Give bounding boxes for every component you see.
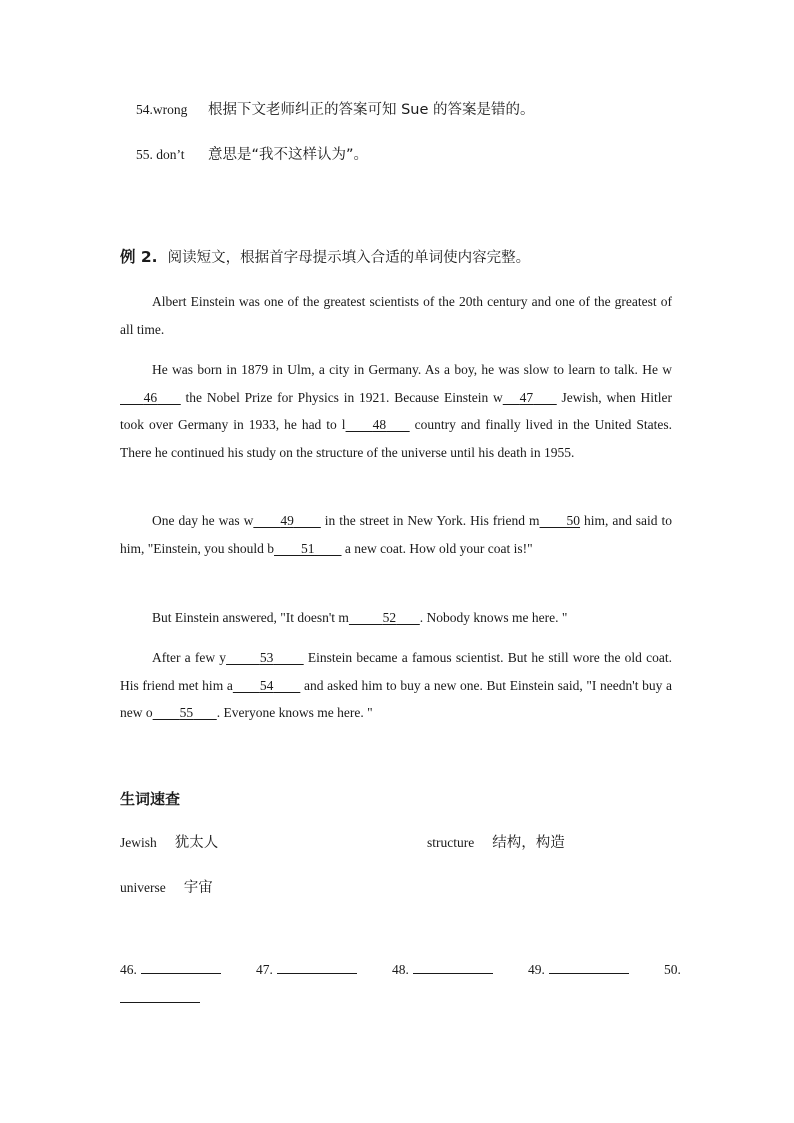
passage-text: in the street in New York. His friend m [320, 513, 540, 528]
answer-slot-46[interactable]: 46. [120, 961, 256, 978]
vocab-row-2 [427, 831, 667, 852]
passage-text: . Nobody knows me here. " [419, 610, 568, 625]
blank-50[interactable]: 50 [566, 513, 581, 528]
passage-text: One day he was w [152, 513, 254, 528]
passage-paragraph-4 [120, 604, 672, 632]
passage-text: a new coat. How old your coat is!" [341, 540, 533, 556]
blank-53[interactable]: 53 [259, 650, 274, 665]
passage-paragraph-3 [120, 507, 672, 562]
blank-47[interactable]: 47 [519, 389, 534, 405]
answer-54 [136, 98, 696, 119]
vocab-title: 生词速查 [120, 790, 181, 808]
passage-paragraph-2 [120, 356, 672, 467]
example-instruction: 阅读短文，根据首字母提示填入合适的单词使内容完整。 [167, 250, 531, 266]
answer-slots [120, 961, 680, 978]
vocab-meaning: 宇宙 [183, 880, 213, 896]
vocab-meaning: 犹太人 [174, 835, 219, 851]
blank-55[interactable]: 55 [179, 705, 194, 721]
passage-text: He was born in 1879 in Ulm, a city in Germany. As a boy, he was slow to learn to talk. He w [152, 362, 672, 377]
blank-54[interactable]: 54 [259, 677, 274, 693]
example-label: 例 2. [120, 248, 158, 266]
vocab-term: universe [120, 880, 166, 895]
passage-text: country and finally lived in the United States. There he continued his study on the structure of the universe until his death in 1955. [120, 417, 672, 461]
answer-slot-47[interactable]: 47. [256, 961, 392, 978]
blank-52[interactable]: 52 [382, 610, 397, 625]
example-heading [120, 245, 680, 267]
answer-slot-50[interactable] [120, 990, 680, 1007]
vocab-meaning: 结构，构造 [492, 835, 565, 851]
passage-text: After a few y [152, 650, 227, 665]
passage-text: him, and said to him, "Einstein, you should b [120, 513, 672, 556]
blank-48[interactable]: 48 [372, 417, 387, 433]
passage-text: Einstein became a famous scientist. But he still wore the old coat. His friend met him a [120, 650, 672, 693]
vocab-row-3 [120, 876, 680, 897]
passage-text: the Nobel Prize for Physics in 1921. Because Einstein w [180, 389, 503, 405]
passage-paragraph-5 [120, 644, 672, 727]
vocab-term: structure [427, 835, 475, 850]
passage-text: and asked him to buy a new one. But Einstein said, "I needn't buy a new o [120, 677, 672, 721]
blank-46[interactable]: 46 [143, 389, 158, 405]
answer-key: 54.wrong [136, 102, 188, 117]
answer-slot-49[interactable]: 49. [528, 961, 664, 978]
answer-slot-50-line[interactable] [120, 990, 200, 1003]
passage-text: But Einstein answered, "It doesn't m [152, 610, 349, 625]
passage-text: Albert Einstein was one of the greatest scientists of the 20th century and one of the greatest of all time. [120, 294, 672, 337]
passage-text: . Everyone knows me here. " [216, 705, 373, 721]
blank-51[interactable]: 51 [301, 540, 315, 556]
answer-55 [136, 143, 696, 164]
answer-explanation: 意思是“我不这样认为”。 [208, 147, 369, 163]
answer-key: 55. don’t [136, 147, 185, 162]
passage-text: Jewish, when Hitler took over Germany in 1933, he had to l [120, 389, 672, 433]
vocab-term: Jewish [120, 835, 157, 850]
blank-49[interactable]: 49 [280, 513, 294, 528]
answer-slot-48[interactable]: 48. [392, 961, 528, 978]
answer-explanation: 根据下文老师纠正的答案可知 Sue 的答案是错的。 [208, 102, 535, 118]
passage-paragraph-1 [120, 288, 672, 343]
answer-slot-50-label: 50. [664, 962, 681, 977]
